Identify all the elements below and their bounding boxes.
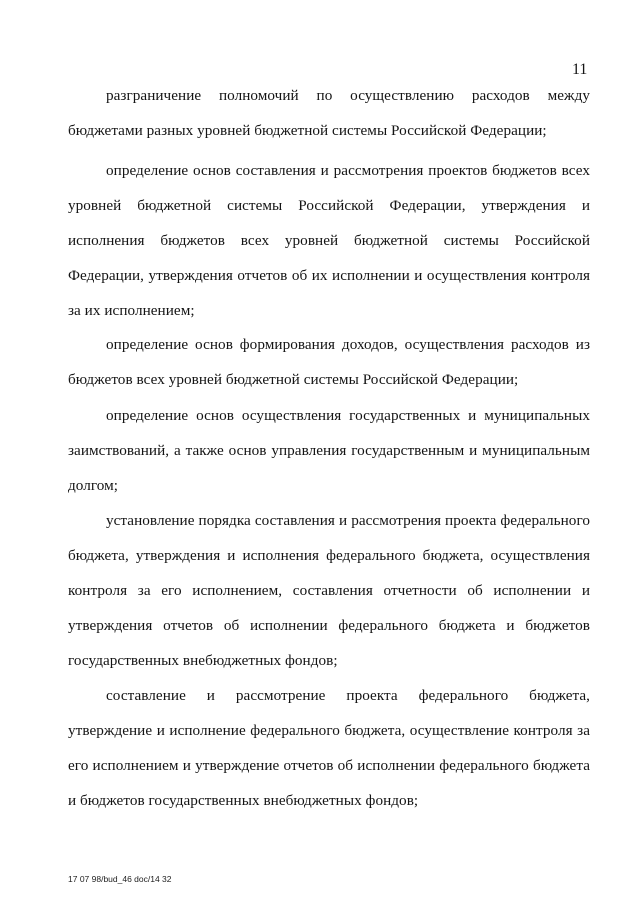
paragraph-4: определение основ осуществления государственных и муниципальных заимствований, а также основ управления государственным и муниципальным долгом;	[68, 407, 590, 494]
paragraph-5: установление порядка составления и рассмотрения проекта федерального бюджета, утверждения и исполнения федерального бюджета, осуществления контроля за его исполнением, составления отчетности об исполнении и утверждения отчетов об исполнении федерального бюджета и бюджетов государственных внебюджетных фондов;	[68, 512, 590, 669]
document-footer: 17 07 98/bud_46 doc/14 32	[68, 874, 172, 884]
paragraph-6: составление и рассмотрение проекта федерального бюджета, утверждение и исполнение федерального бюджета, осуществление контроля за его исполнением и утверждение отчетов об исполнении федерального бюджета и бюджетов государственных внебюджетных фондов;	[68, 687, 590, 809]
paragraph-3: определение основ формирования доходов, осуществления расходов из бюджетов всех уровней бюджетной системы Российской Федерации;	[68, 336, 590, 388]
page-number: 11	[572, 61, 588, 78]
paragraph-1: разграничение полномочий по осуществлению расходов между бюджетами разных уровней бюджетной системы Российской Федерации;	[68, 87, 590, 139]
paragraph-2: определение основ составления и рассмотрения проектов бюджетов всех уровней бюджетной системы Российской Федерации, утверждения и исполнения бюджетов всех уровней бюджетной системы Российской Федерации, утверждения отчетов об их исполнении и осуществления контроля за их исполнением;	[68, 162, 590, 319]
